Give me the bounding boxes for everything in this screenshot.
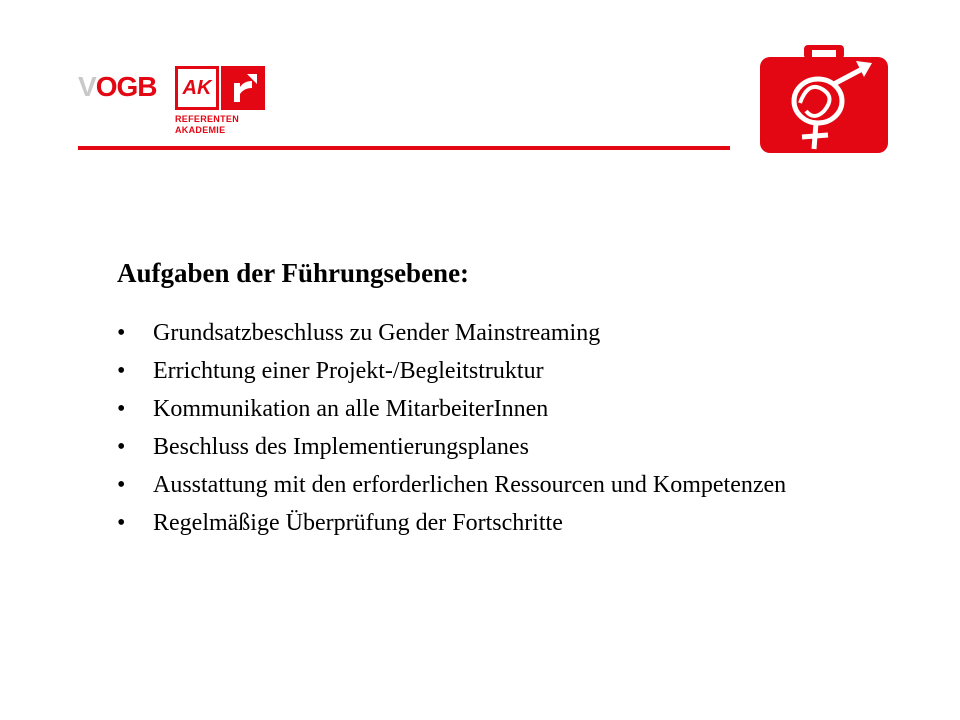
oegb-logo — [78, 72, 156, 102]
bullet-icon: • — [117, 320, 126, 346]
oegb-logo-text: OGB — [95, 71, 157, 102]
page-title: Aufgaben der Führungsebene: — [117, 258, 470, 288]
list-item — [117, 510, 837, 536]
list-item-text: Errichtung einer Projekt-/Begleitstruktur — [153, 358, 544, 384]
r-logo — [221, 66, 265, 110]
logo-subtitle-line-2: AKADEMIE — [175, 125, 226, 135]
logo-subtitle-line-1: REFERENTEN — [175, 114, 240, 124]
task-list — [117, 320, 837, 548]
list-item — [117, 434, 837, 460]
list-item — [117, 472, 837, 498]
list-item-text: Kommunikation an alle MitarbeiterInnen — [153, 396, 549, 422]
bullet-icon: • — [117, 396, 126, 422]
list-item-text: Ausstattung mit den erforderlichen Ressourcen und Kompetenzen — [153, 472, 787, 498]
gender-suitcase-icon — [760, 45, 888, 155]
bullet-icon: • — [117, 510, 126, 536]
list-item — [117, 320, 837, 346]
bullet-icon: • — [117, 472, 126, 498]
oegb-logo-prefix: V — [78, 71, 96, 102]
list-item — [117, 396, 837, 422]
header-divider — [78, 146, 730, 150]
ak-logo: AK — [175, 66, 219, 110]
list-item-text: Regelmäßige Überprüfung der Fortschritte — [153, 510, 563, 536]
list-item-text: Beschluss des Implementierungsplanes — [153, 434, 529, 460]
r-logo-icon — [221, 66, 265, 110]
logo-subtitle — [175, 114, 239, 136]
bullet-icon: • — [117, 434, 126, 460]
list-item — [117, 358, 837, 384]
bullet-icon: • — [117, 358, 126, 384]
list-item-text: Grundsatzbeschluss zu Gender Mainstreaming — [153, 320, 601, 346]
